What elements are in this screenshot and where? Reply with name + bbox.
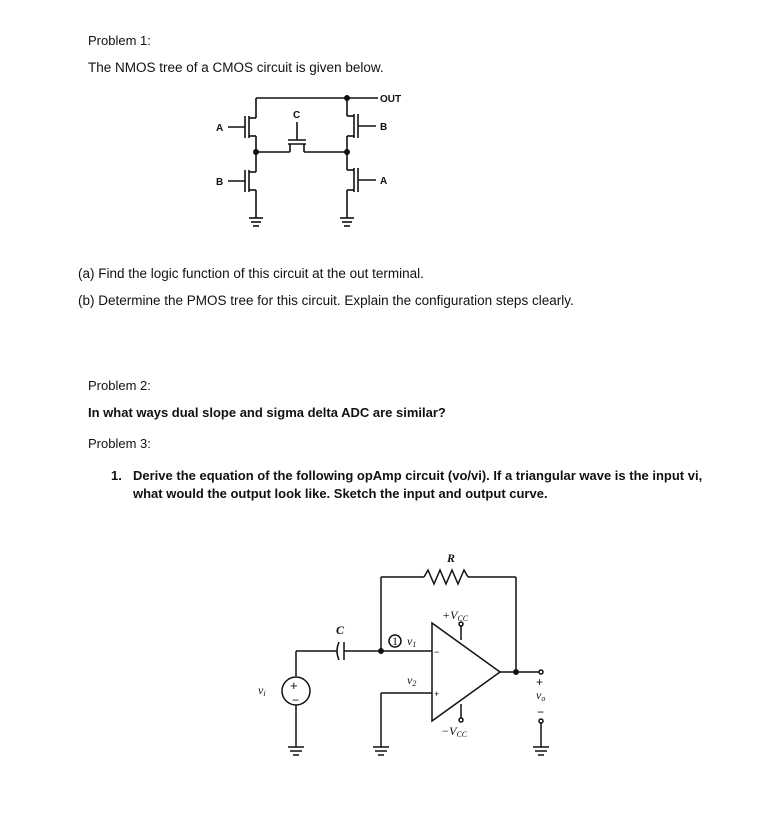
source-minus-sign: − <box>292 693 300 707</box>
v2-label: v2 <box>407 673 417 688</box>
opamp-plus-sign: + <box>434 689 440 699</box>
gate-label-a-left: A <box>216 123 224 134</box>
capacitor-label: C <box>336 623 345 637</box>
problem1-part-a: (a) Find the logic function of this circuit at the out terminal. <box>78 266 424 281</box>
vi-label: vi <box>258 683 266 698</box>
out-label: OUT <box>380 94 402 105</box>
vo-label: vo <box>536 688 546 703</box>
problem1-part-b: (b) Determine the PMOS tree for this circuit. Explain the configuration steps clearly. <box>78 293 574 308</box>
problem1-heading: Problem 1: <box>88 33 151 48</box>
problem3-item-line1: Derive the equation of the following opAmp circuit (vo/vi). If a triangular wave is the input vi, <box>133 468 703 483</box>
opamp-minus-sign: − <box>434 647 440 657</box>
output-plus-sign: + <box>536 675 544 689</box>
gate-label-c: C <box>293 110 301 121</box>
problem2-question: In what ways dual slope and sigma delta ADC are similar? <box>88 405 446 420</box>
node-1-label: 1 <box>392 634 398 648</box>
vcc-pos-label: +VCC <box>442 608 469 623</box>
gate-label-b-right: B <box>380 122 388 133</box>
gate-label-a-right: A <box>380 176 388 187</box>
problem3-item-line2: what would the output look like. Sketch the input and output curve. <box>133 486 548 501</box>
resistor-label: R <box>447 551 456 565</box>
v1-label: v1 <box>407 634 417 649</box>
vcc-neg-label: −VCC <box>441 724 468 739</box>
output-minus-sign: − <box>537 705 545 719</box>
problem3-heading: Problem 3: <box>88 436 151 451</box>
problem3-item-number: 1. <box>111 468 122 483</box>
gate-label-b-left: B <box>216 177 224 188</box>
problem2-heading: Problem 2: <box>88 378 151 393</box>
source-plus-sign: + <box>290 678 298 693</box>
problem1-intro: The NMOS tree of a CMOS circuit is given below. <box>88 60 384 75</box>
